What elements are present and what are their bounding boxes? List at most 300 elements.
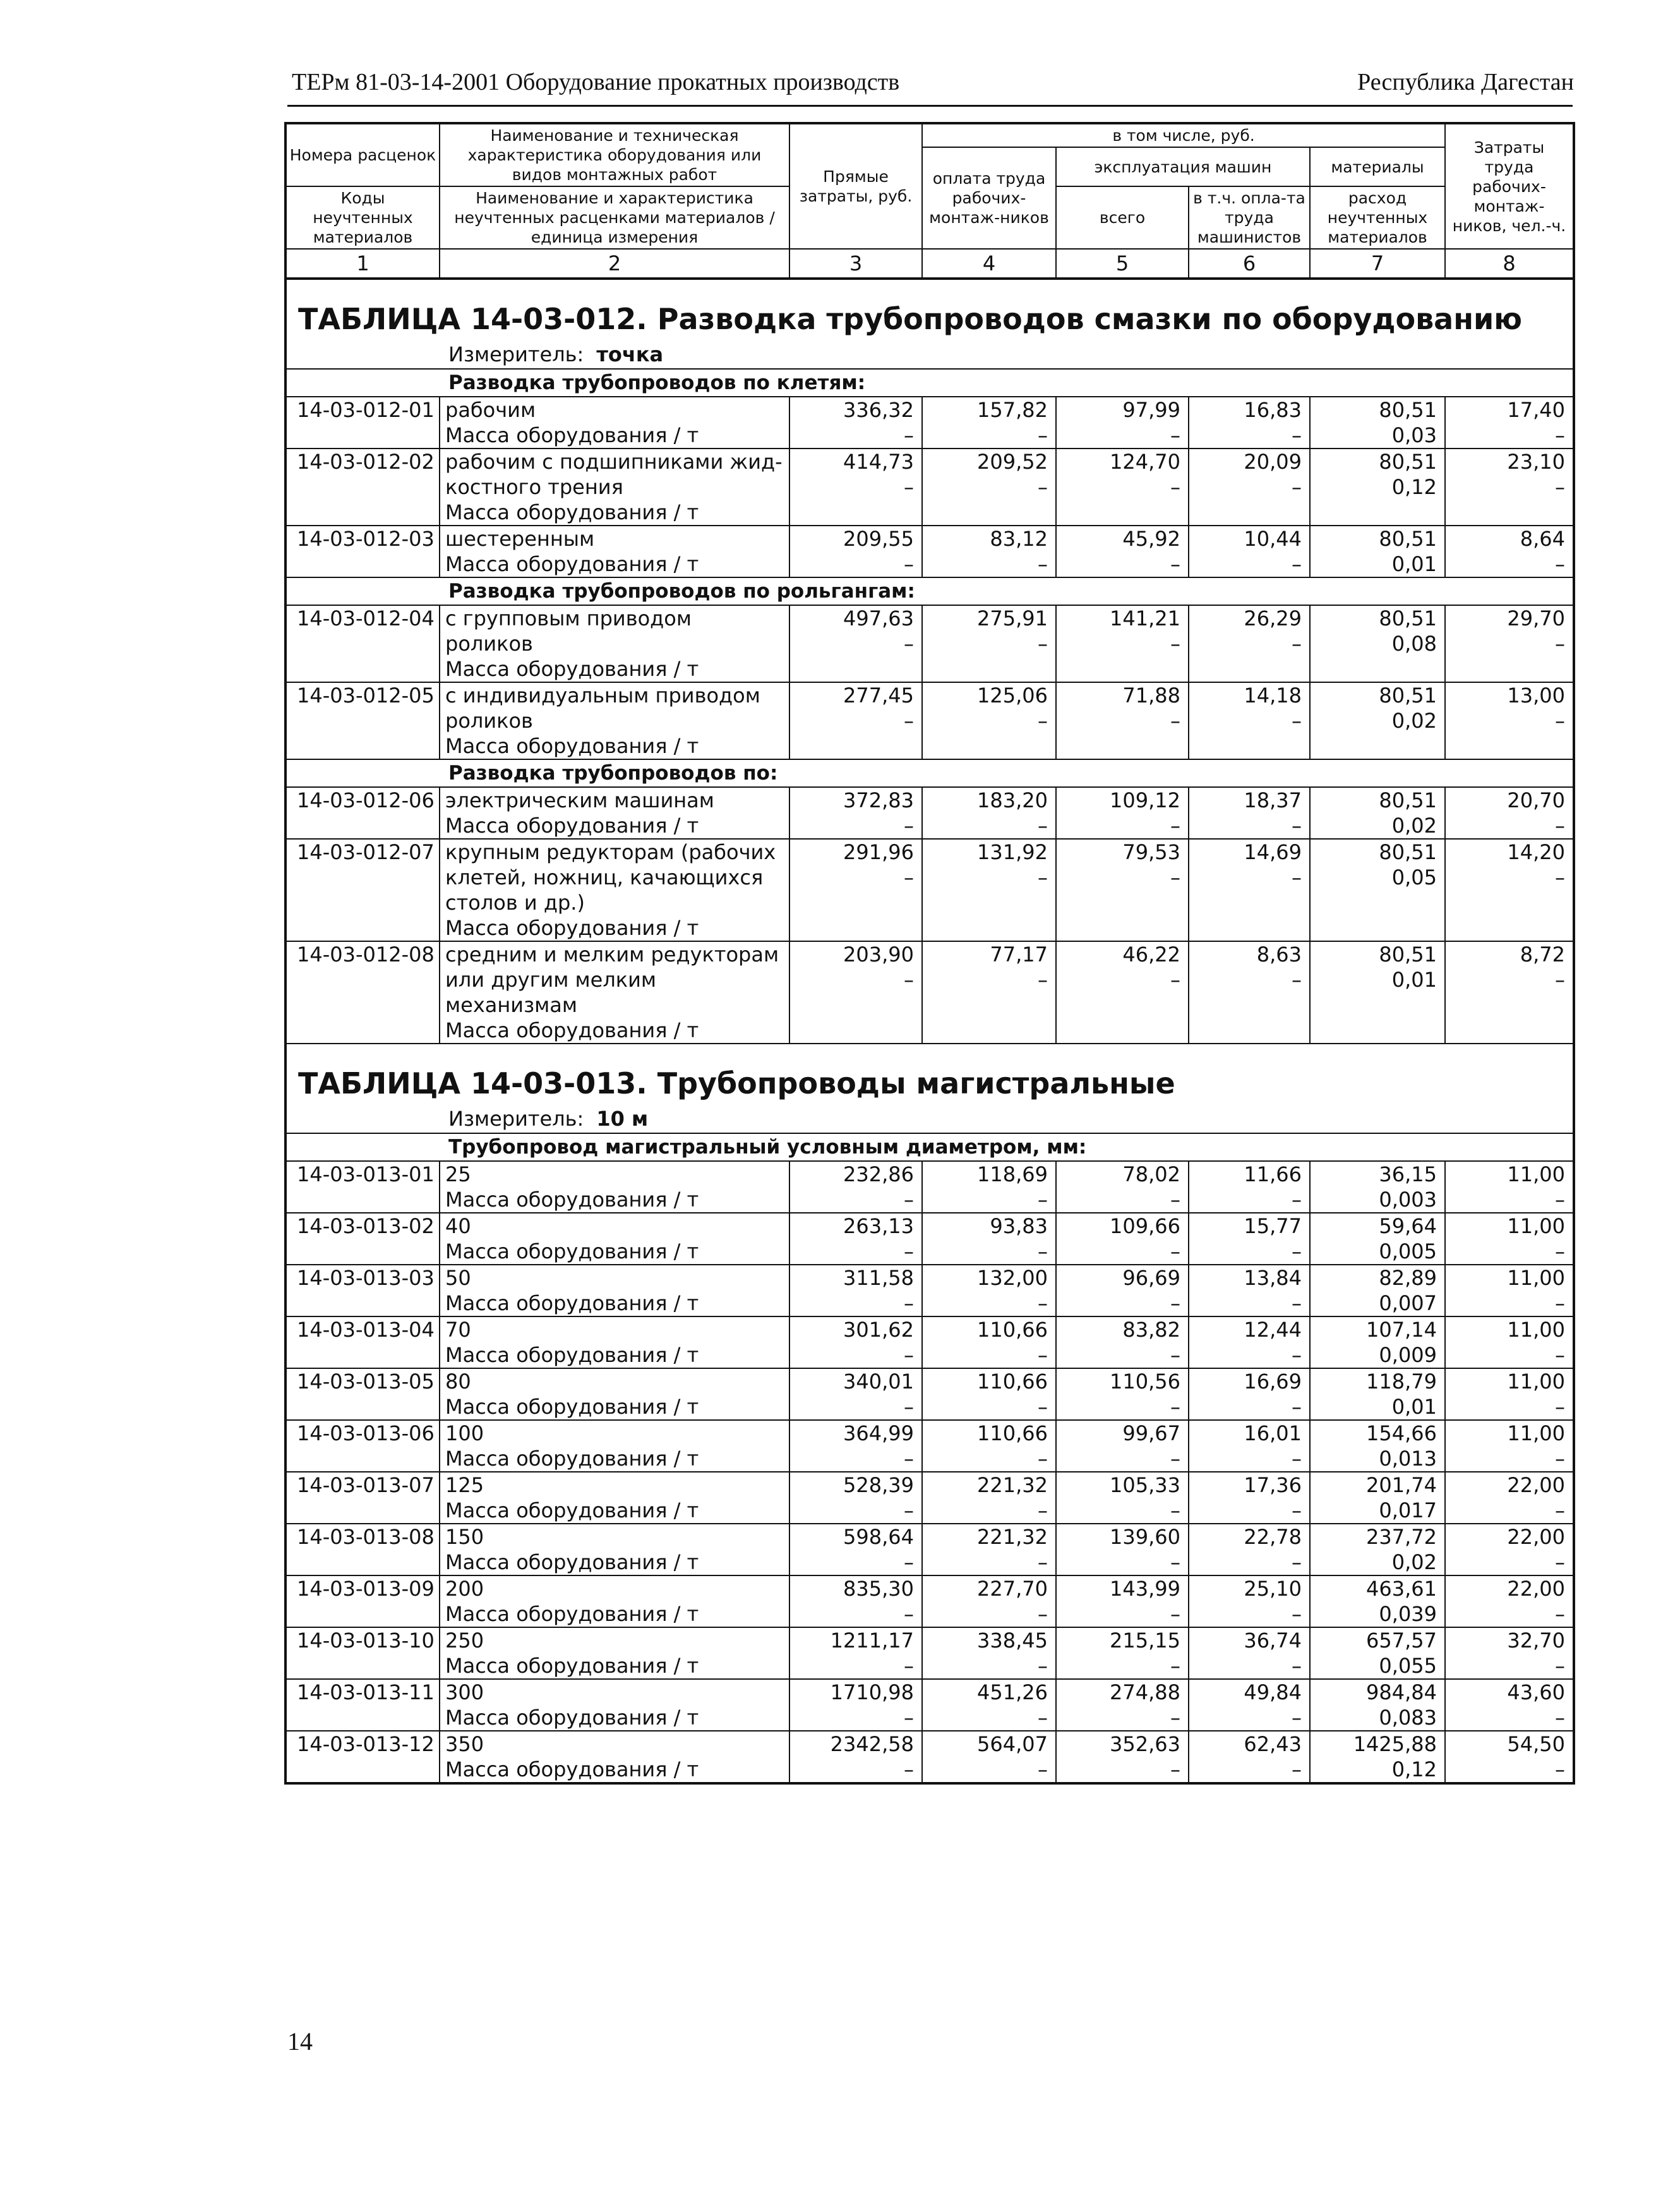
value-cell <box>922 1316 1056 1368</box>
value-lower: – <box>904 552 914 576</box>
value-lower: – <box>1170 865 1180 889</box>
value-lower: – <box>1038 709 1048 733</box>
rate-code: 14-03-013-03 <box>285 1265 440 1316</box>
col-header-codes-bottom: Коды неучтенных материалов <box>285 186 440 249</box>
work-name <box>440 605 789 682</box>
value-lower: – <box>904 475 914 499</box>
value: 263,13 <box>843 1214 914 1238</box>
value-cell <box>1445 1161 1574 1213</box>
value: 352,63 <box>1110 1732 1180 1756</box>
value-lower: – <box>1292 1239 1302 1263</box>
work-name <box>440 1161 789 1213</box>
value-lower: 0,12 <box>1391 475 1437 499</box>
value: 157,82 <box>977 398 1048 422</box>
value-lower: – <box>1555 1706 1566 1730</box>
value-lower: – <box>1292 814 1302 838</box>
col-header-wages: оплата труда рабочих-монтаж-ников <box>922 147 1056 249</box>
col-header-materials: материалы <box>1310 147 1445 186</box>
work-name-text: с групповым приводом роликов <box>445 606 692 656</box>
value: 657,57 <box>1366 1629 1437 1653</box>
value: 311,58 <box>843 1266 914 1290</box>
value: 43,60 <box>1507 1680 1566 1704</box>
value-lower: – <box>904 423 914 447</box>
value-lower: – <box>1170 1447 1180 1471</box>
equipment-mass-label: Масса оборудования / т <box>445 1018 699 1042</box>
value-lower: – <box>1170 968 1180 992</box>
value-lower: – <box>1292 1654 1302 1678</box>
value-cell <box>789 1472 922 1524</box>
value-lower: – <box>1038 865 1048 889</box>
value-cell <box>1056 1627 1189 1679</box>
value-lower: – <box>1555 1550 1566 1574</box>
value: 110,66 <box>977 1370 1048 1394</box>
work-name-text: рабочим с подшипниками жид-костного трения <box>445 450 783 499</box>
value-lower: – <box>1555 968 1566 992</box>
measure-value: 10 м <box>596 1107 649 1131</box>
value-cell <box>1310 1575 1445 1627</box>
value: 183,20 <box>977 788 1048 812</box>
value: 105,33 <box>1110 1473 1180 1497</box>
value: 131,92 <box>977 840 1048 864</box>
value: 227,70 <box>977 1577 1048 1601</box>
value: 11,00 <box>1507 1214 1566 1238</box>
value-lower: 0,005 <box>1379 1239 1437 1263</box>
value-cell <box>1056 1420 1189 1472</box>
value-cell <box>1310 682 1445 759</box>
value: 528,39 <box>843 1473 914 1497</box>
value-cell <box>789 1731 922 1783</box>
value: 49,84 <box>1244 1680 1302 1704</box>
value-lower: – <box>1292 1291 1302 1315</box>
work-name <box>440 1575 789 1627</box>
value-cell <box>1056 605 1189 682</box>
value: 132,00 <box>977 1266 1048 1290</box>
value-cell <box>789 1213 922 1265</box>
col-header-labor: Затраты труда рабочих-монтаж-ников, чел.-ч. <box>1445 123 1574 249</box>
value-lower: – <box>1038 1188 1048 1212</box>
value-lower: – <box>904 1447 914 1471</box>
equipment-mass-label: Масса оборудования / т <box>445 1239 699 1263</box>
table-row <box>285 397 1574 449</box>
value: 564,07 <box>977 1732 1048 1756</box>
col-number: 1 <box>285 249 440 279</box>
value-lower: – <box>1170 1498 1180 1522</box>
value-lower: – <box>1038 1757 1048 1781</box>
value-cell <box>789 1524 922 1575</box>
value: 25,10 <box>1244 1577 1302 1601</box>
running-header-region: Республика Дагестан <box>1357 69 1574 95</box>
rate-code: 14-03-013-11 <box>285 1679 440 1731</box>
value-cell <box>1445 449 1574 526</box>
value-lower: – <box>904 1550 914 1574</box>
value-lower: – <box>904 1239 914 1263</box>
value-cell <box>1189 526 1310 577</box>
value-cell <box>789 449 922 526</box>
table-row <box>285 1472 1574 1524</box>
value: 336,32 <box>843 398 914 422</box>
value-lower: – <box>1038 1395 1048 1419</box>
value-lower: – <box>1292 1343 1302 1367</box>
measure-value: точка <box>596 342 664 366</box>
value-lower: – <box>1292 1602 1302 1626</box>
equipment-mass-label: Масса оборудования / т <box>445 734 699 758</box>
value: 13,84 <box>1244 1266 1302 1290</box>
value-cell <box>1189 839 1310 941</box>
work-name <box>440 1731 789 1783</box>
page-number: 14 <box>287 2027 313 2056</box>
col-header-machines-total: всего <box>1056 186 1189 249</box>
rate-code: 14-03-013-08 <box>285 1524 440 1575</box>
section-heading: Разводка трубопроводов по: <box>285 759 1574 787</box>
value: 11,00 <box>1507 1421 1566 1445</box>
col-header-unaccounted-materials: расход неучтенных материалов <box>1310 186 1445 249</box>
value: 82,89 <box>1379 1266 1437 1290</box>
value-lower: – <box>1038 423 1048 447</box>
value-cell <box>789 526 922 577</box>
equipment-mass-label: Масса оборудования / т <box>445 814 699 838</box>
value-lower: – <box>1170 1343 1180 1367</box>
col-number: 2 <box>440 249 789 279</box>
rate-code: 14-03-013-06 <box>285 1420 440 1472</box>
table-row <box>285 1316 1574 1368</box>
value-lower: 0,02 <box>1391 814 1437 838</box>
work-name-text: 300 <box>445 1680 484 1704</box>
value: 20,09 <box>1244 450 1302 474</box>
value-cell <box>1189 449 1310 526</box>
value-cell <box>1310 1524 1445 1575</box>
rate-code: 14-03-012-05 <box>285 682 440 759</box>
value: 97,99 <box>1122 398 1180 422</box>
value-cell <box>922 941 1056 1044</box>
value-cell <box>1056 1679 1189 1731</box>
value-lower: – <box>1170 1706 1180 1730</box>
value: 14,20 <box>1507 840 1566 864</box>
value-cell <box>1189 1368 1310 1420</box>
value: 93,83 <box>990 1214 1048 1238</box>
value: 80,51 <box>1379 840 1437 864</box>
table-row <box>285 1420 1574 1472</box>
value: 14,69 <box>1244 840 1302 864</box>
value: 201,74 <box>1366 1473 1437 1497</box>
value: 221,32 <box>977 1525 1048 1549</box>
col-header-group: в том числе, руб. <box>922 123 1445 147</box>
value-cell <box>789 1265 922 1316</box>
col-header-codes-top: Номера расценок <box>285 123 440 186</box>
rate-code: 14-03-012-04 <box>285 605 440 682</box>
value-lower: – <box>904 1654 914 1678</box>
value-cell <box>789 605 922 682</box>
work-name-text: электрическим машинам <box>445 788 714 812</box>
col-header-machinists-wages: в т.ч. опла-та труда машинистов <box>1189 186 1310 249</box>
value: 109,12 <box>1110 788 1180 812</box>
value-lower: – <box>904 632 914 656</box>
value-cell <box>1310 839 1445 941</box>
value: 139,60 <box>1110 1525 1180 1549</box>
value-lower: – <box>1292 1395 1302 1419</box>
value-cell <box>922 605 1056 682</box>
value-lower: – <box>1555 475 1566 499</box>
work-name-text: 350 <box>445 1732 484 1756</box>
table-row <box>285 1524 1574 1575</box>
value-lower: – <box>904 1395 914 1419</box>
work-name-text: 70 <box>445 1318 471 1342</box>
work-name <box>440 839 789 941</box>
table-row <box>285 526 1574 577</box>
value-lower: – <box>904 1602 914 1626</box>
value: 143,99 <box>1110 1577 1180 1601</box>
value-cell <box>789 1316 922 1368</box>
value-cell <box>922 787 1056 839</box>
value: 274,88 <box>1110 1680 1180 1704</box>
value-cell <box>1445 1368 1574 1420</box>
value-lower: – <box>904 814 914 838</box>
value: 463,61 <box>1366 1577 1437 1601</box>
work-name <box>440 1368 789 1420</box>
work-name-text: 25 <box>445 1162 471 1186</box>
rates-table <box>284 122 1575 1785</box>
value-lower: – <box>1555 1602 1566 1626</box>
value-cell <box>1056 1472 1189 1524</box>
value-cell <box>789 787 922 839</box>
value-cell <box>1445 1627 1574 1679</box>
value-cell <box>1310 397 1445 449</box>
value-cell <box>1445 605 1574 682</box>
value: 22,78 <box>1244 1525 1302 1549</box>
value: 124,70 <box>1110 450 1180 474</box>
value: 301,62 <box>843 1318 914 1342</box>
value: 118,69 <box>977 1162 1048 1186</box>
value-cell <box>1310 1161 1445 1213</box>
value: 835,30 <box>843 1577 914 1601</box>
value-cell <box>1056 1575 1189 1627</box>
equipment-mass-label: Масса оборудования / т <box>445 552 699 576</box>
value: 110,56 <box>1110 1370 1180 1394</box>
value-cell <box>1056 1265 1189 1316</box>
value: 71,88 <box>1122 683 1180 708</box>
work-name-text: рабочим <box>445 398 536 422</box>
value-cell <box>1445 839 1574 941</box>
value-cell <box>789 1368 922 1420</box>
value-lower: – <box>904 1757 914 1781</box>
value-cell <box>922 1420 1056 1472</box>
value: 80,51 <box>1379 683 1437 708</box>
value-cell <box>922 1575 1056 1627</box>
value-lower: – <box>1292 1550 1302 1574</box>
value-lower: – <box>1170 709 1180 733</box>
value-cell <box>922 1731 1056 1783</box>
value: 598,64 <box>843 1525 914 1549</box>
col-number: 4 <box>922 249 1056 279</box>
value: 497,63 <box>843 606 914 630</box>
value-lower: 0,05 <box>1391 865 1437 889</box>
value: 277,45 <box>843 683 914 708</box>
value-cell <box>922 526 1056 577</box>
value: 59,64 <box>1379 1214 1437 1238</box>
rate-code: 14-03-013-01 <box>285 1161 440 1213</box>
value-cell <box>1310 787 1445 839</box>
rate-code: 14-03-013-05 <box>285 1368 440 1420</box>
value-lower: – <box>1292 1498 1302 1522</box>
work-name-text: с индивидуальным приводом роликов <box>445 683 760 733</box>
value: 109,66 <box>1110 1214 1180 1238</box>
work-name <box>440 1524 789 1575</box>
value: 17,40 <box>1507 398 1566 422</box>
value-lower: – <box>1170 814 1180 838</box>
work-name-text: 250 <box>445 1629 484 1653</box>
value-lower: – <box>1170 552 1180 576</box>
value: 203,90 <box>843 942 914 967</box>
value: 80,51 <box>1379 450 1437 474</box>
section-heading: Трубопровод магистральный условным диаметром, мм: <box>285 1133 1574 1161</box>
value: 62,43 <box>1244 1732 1302 1756</box>
value-cell <box>1310 1679 1445 1731</box>
value-lower: 0,08 <box>1391 632 1437 656</box>
value-cell <box>1189 682 1310 759</box>
measure-label: Измеритель: <box>448 342 584 366</box>
value-cell <box>1056 839 1189 941</box>
value-cell <box>1310 1420 1445 1472</box>
equipment-mass-label: Масса оборудования / т <box>445 1447 699 1471</box>
value-lower: – <box>1292 475 1302 499</box>
value-cell <box>789 397 922 449</box>
value: 80,51 <box>1379 398 1437 422</box>
value-cell <box>1189 1472 1310 1524</box>
rate-code: 14-03-013-10 <box>285 1627 440 1679</box>
value-lower: – <box>1292 1188 1302 1212</box>
work-name <box>440 941 789 1044</box>
work-name <box>440 1627 789 1679</box>
value-lower: 0,02 <box>1391 709 1437 733</box>
value: 99,67 <box>1122 1421 1180 1445</box>
value-lower: – <box>904 968 914 992</box>
col-header-name-top: Наименование и техническая характеристика оборудования или видов монтажных работ <box>440 123 789 186</box>
value-lower: – <box>1038 1654 1048 1678</box>
value-lower: – <box>1555 632 1566 656</box>
value-lower: – <box>1170 1188 1180 1212</box>
table-row <box>285 787 1574 839</box>
value-lower: – <box>1555 1239 1566 1263</box>
work-name <box>440 526 789 577</box>
value-cell <box>1189 1420 1310 1472</box>
value-lower: 0,003 <box>1379 1188 1437 1212</box>
value-cell <box>922 1265 1056 1316</box>
table-row <box>285 839 1574 941</box>
section-heading: Разводка трубопроводов по клетям: <box>285 369 1574 397</box>
value-lower: – <box>1555 1498 1566 1522</box>
value: 23,10 <box>1507 450 1566 474</box>
value-lower: – <box>1292 1447 1302 1471</box>
table-row <box>285 605 1574 682</box>
value-lower: – <box>1555 814 1566 838</box>
value-lower: 0,12 <box>1391 1757 1437 1781</box>
value-cell <box>1445 1420 1574 1472</box>
value-lower: – <box>904 709 914 733</box>
measure-label: Измеритель: <box>448 1107 584 1131</box>
value: 96,69 <box>1122 1266 1180 1290</box>
value-cell <box>922 397 1056 449</box>
value-lower: – <box>904 1498 914 1522</box>
value-cell <box>1056 449 1189 526</box>
value-cell <box>1056 787 1189 839</box>
value-cell <box>1056 1213 1189 1265</box>
value-lower: – <box>1170 1239 1180 1263</box>
work-name <box>440 449 789 526</box>
value-lower: – <box>1038 814 1048 838</box>
value-cell <box>922 1472 1056 1524</box>
value-lower: – <box>1038 1239 1048 1263</box>
value-cell <box>1189 787 1310 839</box>
value-cell <box>1445 526 1574 577</box>
value: 18,37 <box>1244 788 1302 812</box>
rate-code: 14-03-013-12 <box>285 1731 440 1783</box>
value: 26,29 <box>1244 606 1302 630</box>
work-name-text: 40 <box>445 1214 471 1238</box>
col-header-direct-costs: Прямые затраты, руб. <box>789 123 922 249</box>
value-lower: – <box>1038 552 1048 576</box>
value-cell <box>1310 1316 1445 1368</box>
value-cell <box>922 839 1056 941</box>
value: 221,32 <box>977 1473 1048 1497</box>
value-cell <box>1445 941 1574 1044</box>
value-cell <box>789 1627 922 1679</box>
value: 110,66 <box>977 1318 1048 1342</box>
value: 8,72 <box>1520 942 1566 967</box>
value-cell <box>1189 941 1310 1044</box>
value: 77,17 <box>990 942 1048 967</box>
value-lower: 0,055 <box>1379 1654 1437 1678</box>
col-number: 5 <box>1056 249 1189 279</box>
value-cell <box>1310 1731 1445 1783</box>
rate-code: 14-03-012-07 <box>285 839 440 941</box>
value-lower: 0,01 <box>1391 1395 1437 1419</box>
work-name-text: 200 <box>445 1577 484 1601</box>
equipment-mass-label: Масса оборудования / т <box>445 1706 699 1730</box>
equipment-mass-label: Масса оборудования / т <box>445 1498 699 1522</box>
equipment-mass-label: Масса оборудования / т <box>445 1550 699 1574</box>
table-row <box>285 1731 1574 1783</box>
value-cell <box>1445 682 1574 759</box>
value-cell <box>1189 1575 1310 1627</box>
value-cell <box>1056 397 1189 449</box>
value: 83,82 <box>1122 1318 1180 1342</box>
value-lower: – <box>1555 552 1566 576</box>
value-cell <box>922 682 1056 759</box>
table-row <box>285 941 1574 1044</box>
work-name-text: 50 <box>445 1266 471 1290</box>
value: 20,70 <box>1507 788 1566 812</box>
value-cell <box>922 1524 1056 1575</box>
value-lower: – <box>1555 1188 1566 1212</box>
value-lower: – <box>1038 475 1048 499</box>
value: 209,55 <box>843 527 914 551</box>
value: 11,00 <box>1507 1370 1566 1394</box>
value-cell <box>1189 1213 1310 1265</box>
value-cell <box>1445 1316 1574 1368</box>
value-lower: – <box>1038 1447 1048 1471</box>
value-cell <box>1310 1368 1445 1420</box>
value-lower: – <box>1170 1757 1180 1781</box>
value-cell <box>1310 1265 1445 1316</box>
value-lower: – <box>1292 1757 1302 1781</box>
value-lower: 0,01 <box>1391 552 1437 576</box>
value: 11,66 <box>1244 1162 1302 1186</box>
work-name <box>440 1265 789 1316</box>
value-cell <box>922 1627 1056 1679</box>
value-cell <box>1189 1679 1310 1731</box>
value-cell <box>789 941 922 1044</box>
rate-code: 14-03-012-02 <box>285 449 440 526</box>
value: 209,52 <box>977 450 1048 474</box>
